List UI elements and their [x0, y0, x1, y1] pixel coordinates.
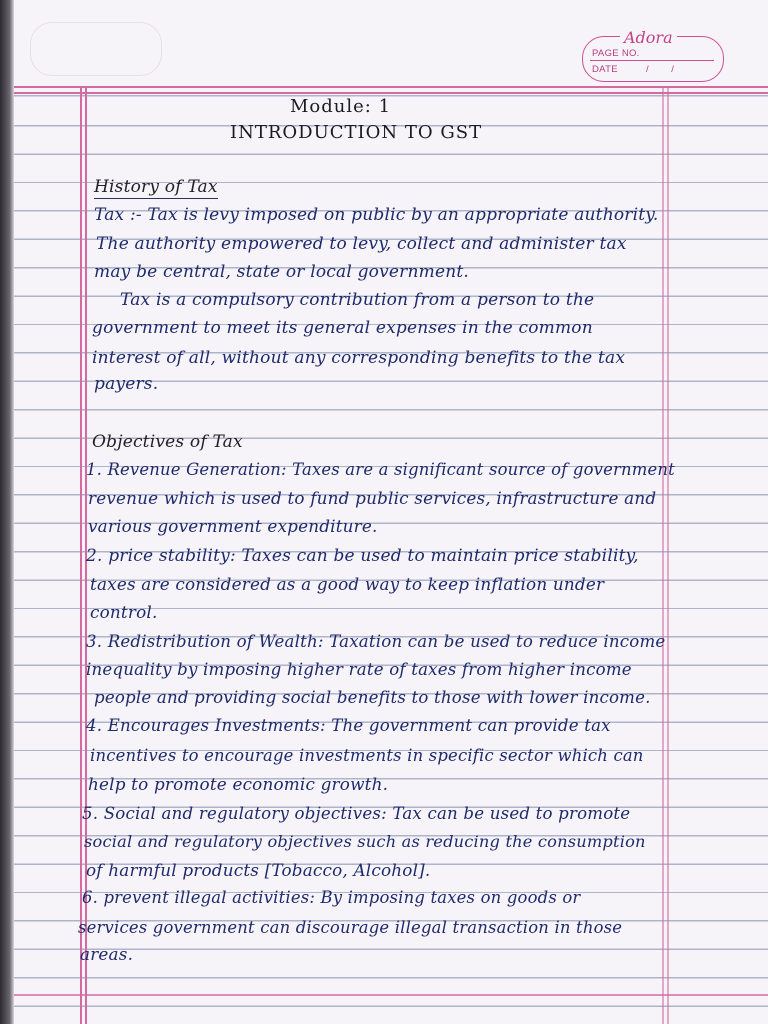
objective-line: social and regulatory objectives such as reducing the consumption [84, 832, 646, 851]
bleed-through-stamp [30, 22, 162, 76]
section-heading-objectives: Objectives of Tax [92, 432, 243, 452]
objective-line: various government expenditure. [88, 516, 378, 536]
objective-line: of harmful products [Tobacco, Alcohol]. [86, 860, 431, 880]
date-label: DATE [592, 64, 618, 75]
objective-line: people and providing social benefits to those with lower income. [94, 688, 651, 707]
history-line: interest of all, without any corresponding benefits to the tax [92, 348, 626, 368]
history-line: Tax is a compulsory contribution from a person to the [120, 290, 595, 310]
history-line: Tax :- Tax is levy imposed on public by an appropriate authority. [94, 205, 659, 225]
stamp-divider [590, 60, 714, 61]
objective-line: 4. Encourages Investments: The government can provide tax [86, 716, 611, 735]
date-value: / / [646, 64, 684, 75]
stamp-brand: Adora [620, 28, 677, 47]
objective-line: 3. Redistribution of Wealth: Taxation can be used to reduce income [86, 632, 666, 651]
objective-line: services government can discourage illegal transaction in those [78, 918, 623, 937]
bottom-margin-rule [14, 994, 768, 996]
history-line: The authority empowered to levy, collect and administer tax [96, 234, 627, 254]
right-margin-line [662, 86, 664, 1024]
page-title: INTRODUCTION TO GST [230, 122, 483, 143]
objective-line: revenue which is used to fund public services, infrastructure and [88, 488, 657, 508]
right-margin-line-inner [667, 86, 669, 1024]
objective-line: 6. prevent illegal activities: By imposing taxes on goods or [82, 888, 581, 907]
objective-line: 1. Revenue Generation: Taxes are a significant source of government [86, 460, 675, 479]
objective-line: inequality by imposing higher rate of taxes from higher income [86, 660, 632, 679]
section-heading-history: History of Tax [94, 177, 218, 197]
left-margin-line [80, 86, 82, 1024]
objective-line: incentives to encourage investments in specific sector which can [90, 746, 644, 765]
objective-line: areas. [80, 944, 134, 964]
objective-line: taxes are considered as a good way to keep inflation under [90, 574, 605, 594]
objective-line: 2. price stability: Taxes can be used to maintain price stability, [86, 546, 639, 566]
objective-line: 5. Social and regulatory objectives: Tax can be used to promote [82, 804, 631, 823]
objective-line: control. [90, 602, 158, 622]
notebook-binding [0, 0, 14, 1024]
objective-line: help to promote economic growth. [88, 774, 389, 794]
history-line: may be central, state or local government. [94, 262, 470, 282]
history-line: payers. [94, 374, 159, 394]
top-margin-rule [14, 86, 768, 88]
page-no-label: PAGE NO. [592, 48, 640, 59]
history-line: government to meet its general expenses in the common [92, 318, 593, 338]
module-label: Module: 1 [290, 96, 392, 117]
top-margin-rule-inner [14, 92, 768, 94]
